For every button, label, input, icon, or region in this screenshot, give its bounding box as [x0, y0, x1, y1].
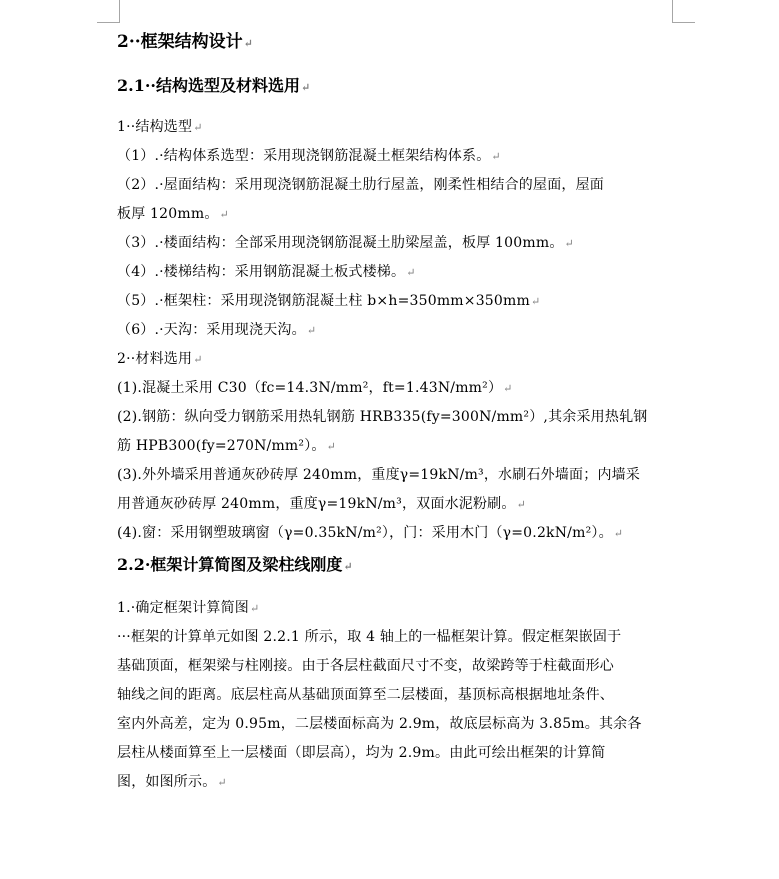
paragraph-mark: ↵ [530, 295, 541, 308]
paragraph-mark: ↵ [193, 353, 203, 366]
body-line[interactable]: (4).窗：采用钢塑玻璃窗（γ=0.35kN/m²），门：采用木门（γ=0.2kN/m²）。↵ [117, 525, 624, 541]
paragraph-mark: ↵ [219, 208, 229, 221]
paragraph-mark: ↵ [193, 121, 203, 134]
body-line[interactable]: （5）.·框架柱：采用现浇钢筋混凝土柱 b×h=350mm×350mm↵ [117, 293, 541, 309]
body-line[interactable]: (2).钢筋：纵向受力钢筋采用热轧钢筋 HRB335(fy=300N/mm²）,其余采用热轧钢 [117, 409, 648, 425]
paragraph-mark: ↵ [343, 560, 353, 573]
list-item[interactable]: 1··结构选型↵ [117, 119, 203, 135]
document-page [117, 29, 677, 797]
paragraph-mark: ↵ [613, 527, 624, 540]
body-line[interactable]: 层柱从楼面算至上一层楼面（即层高），均为 2.9m。由此可绘出框架的计算简 [117, 745, 606, 761]
paragraph-mark: ↵ [564, 237, 574, 250]
body-line[interactable]: (3).外外墙采用普通灰砂砖厚 240mm，重度γ=19kN/m³，水刷石外墙面；内墙采 [117, 467, 641, 483]
heading-2-2-text: 2.2·框架计算简图及梁柱线刚度 [117, 555, 343, 574]
body-line[interactable]: （6）.·天沟：采用现浇天沟。↵ [117, 322, 317, 338]
body-line[interactable]: 图，如图所示。↵ [117, 774, 227, 790]
paragraph-mark: ↵ [300, 81, 311, 94]
heading-2-2[interactable] [117, 552, 677, 578]
paragraph-mark: ↵ [516, 498, 526, 511]
heading-2-1[interactable] [117, 73, 677, 99]
body-line[interactable]: 筋 HPB300(fy=270N/mm²）。↵ [117, 438, 337, 454]
page-corner-top-left [97, 0, 120, 23]
page-corner-top-right [672, 0, 695, 23]
paragraph-mark: ↵ [243, 37, 253, 50]
paragraph-mark: ↵ [250, 602, 260, 615]
heading-2-1-text: 2.1··结构选型及材料选用 [117, 76, 300, 95]
body-line[interactable]: 板厚 120mm。↵ [117, 206, 229, 222]
paragraph-mark: ↵ [406, 266, 416, 279]
body-line[interactable]: （3）.·楼面结构：全部采用现浇钢筋混凝土肋梁屋盖，板厚 100mm。↵ [117, 235, 574, 251]
list-item[interactable]: 2··材料选用↵ [117, 351, 203, 367]
body-line[interactable]: （1）.·结构体系选型：采用现浇钢筋混凝土框架结构体系。↵ [117, 148, 501, 164]
body-line[interactable]: 轴线之间的距离。底层柱高从基础顶面算至二层楼面，基顶标高根据地址条件、 [117, 687, 614, 703]
paragraph-mark: ↵ [326, 440, 337, 453]
heading-1[interactable] [117, 29, 677, 55]
list-item[interactable]: 1.·确定框架计算简图↵ [117, 600, 260, 616]
body-line[interactable]: (1).混凝土采用 C30（fc=14.3N/mm²，ft=1.43N/mm²）↵ [117, 380, 513, 396]
paragraph-mark: ↵ [491, 150, 501, 163]
body-line[interactable]: 室内外高差，定为 0.95m，二层楼面标高为 2.9m，故底层标高为 3.85m。其余各 [117, 716, 642, 732]
heading-1-text: 2··框架结构设计 [117, 32, 243, 52]
paragraph-mark: ↵ [217, 776, 227, 789]
body-line[interactable]: （4）.·楼梯结构：采用钢筋混凝土板式楼梯。↵ [117, 264, 416, 280]
body-line[interactable]: 基础顶面，框架梁与柱刚接。由于各层柱截面尺寸不变，故梁跨等于柱截面形心 [117, 658, 614, 674]
body-line[interactable]: 用普通灰砂砖厚 240mm，重度γ=19kN/m³，双面水泥粉刷。↵ [117, 496, 526, 512]
paragraph-mark: ↵ [306, 324, 317, 337]
paragraph-mark: ↵ [503, 382, 513, 395]
body-line[interactable]: （2）.·屋面结构：采用现浇钢筋混凝土肋行屋盖，刚柔性相结合的屋面，屋面 [117, 177, 605, 193]
body-line[interactable]: ···框架的计算单元如图 2.2.1 所示，取 4 轴上的一榀框架计算。假定框架嵌固于 [117, 629, 622, 645]
